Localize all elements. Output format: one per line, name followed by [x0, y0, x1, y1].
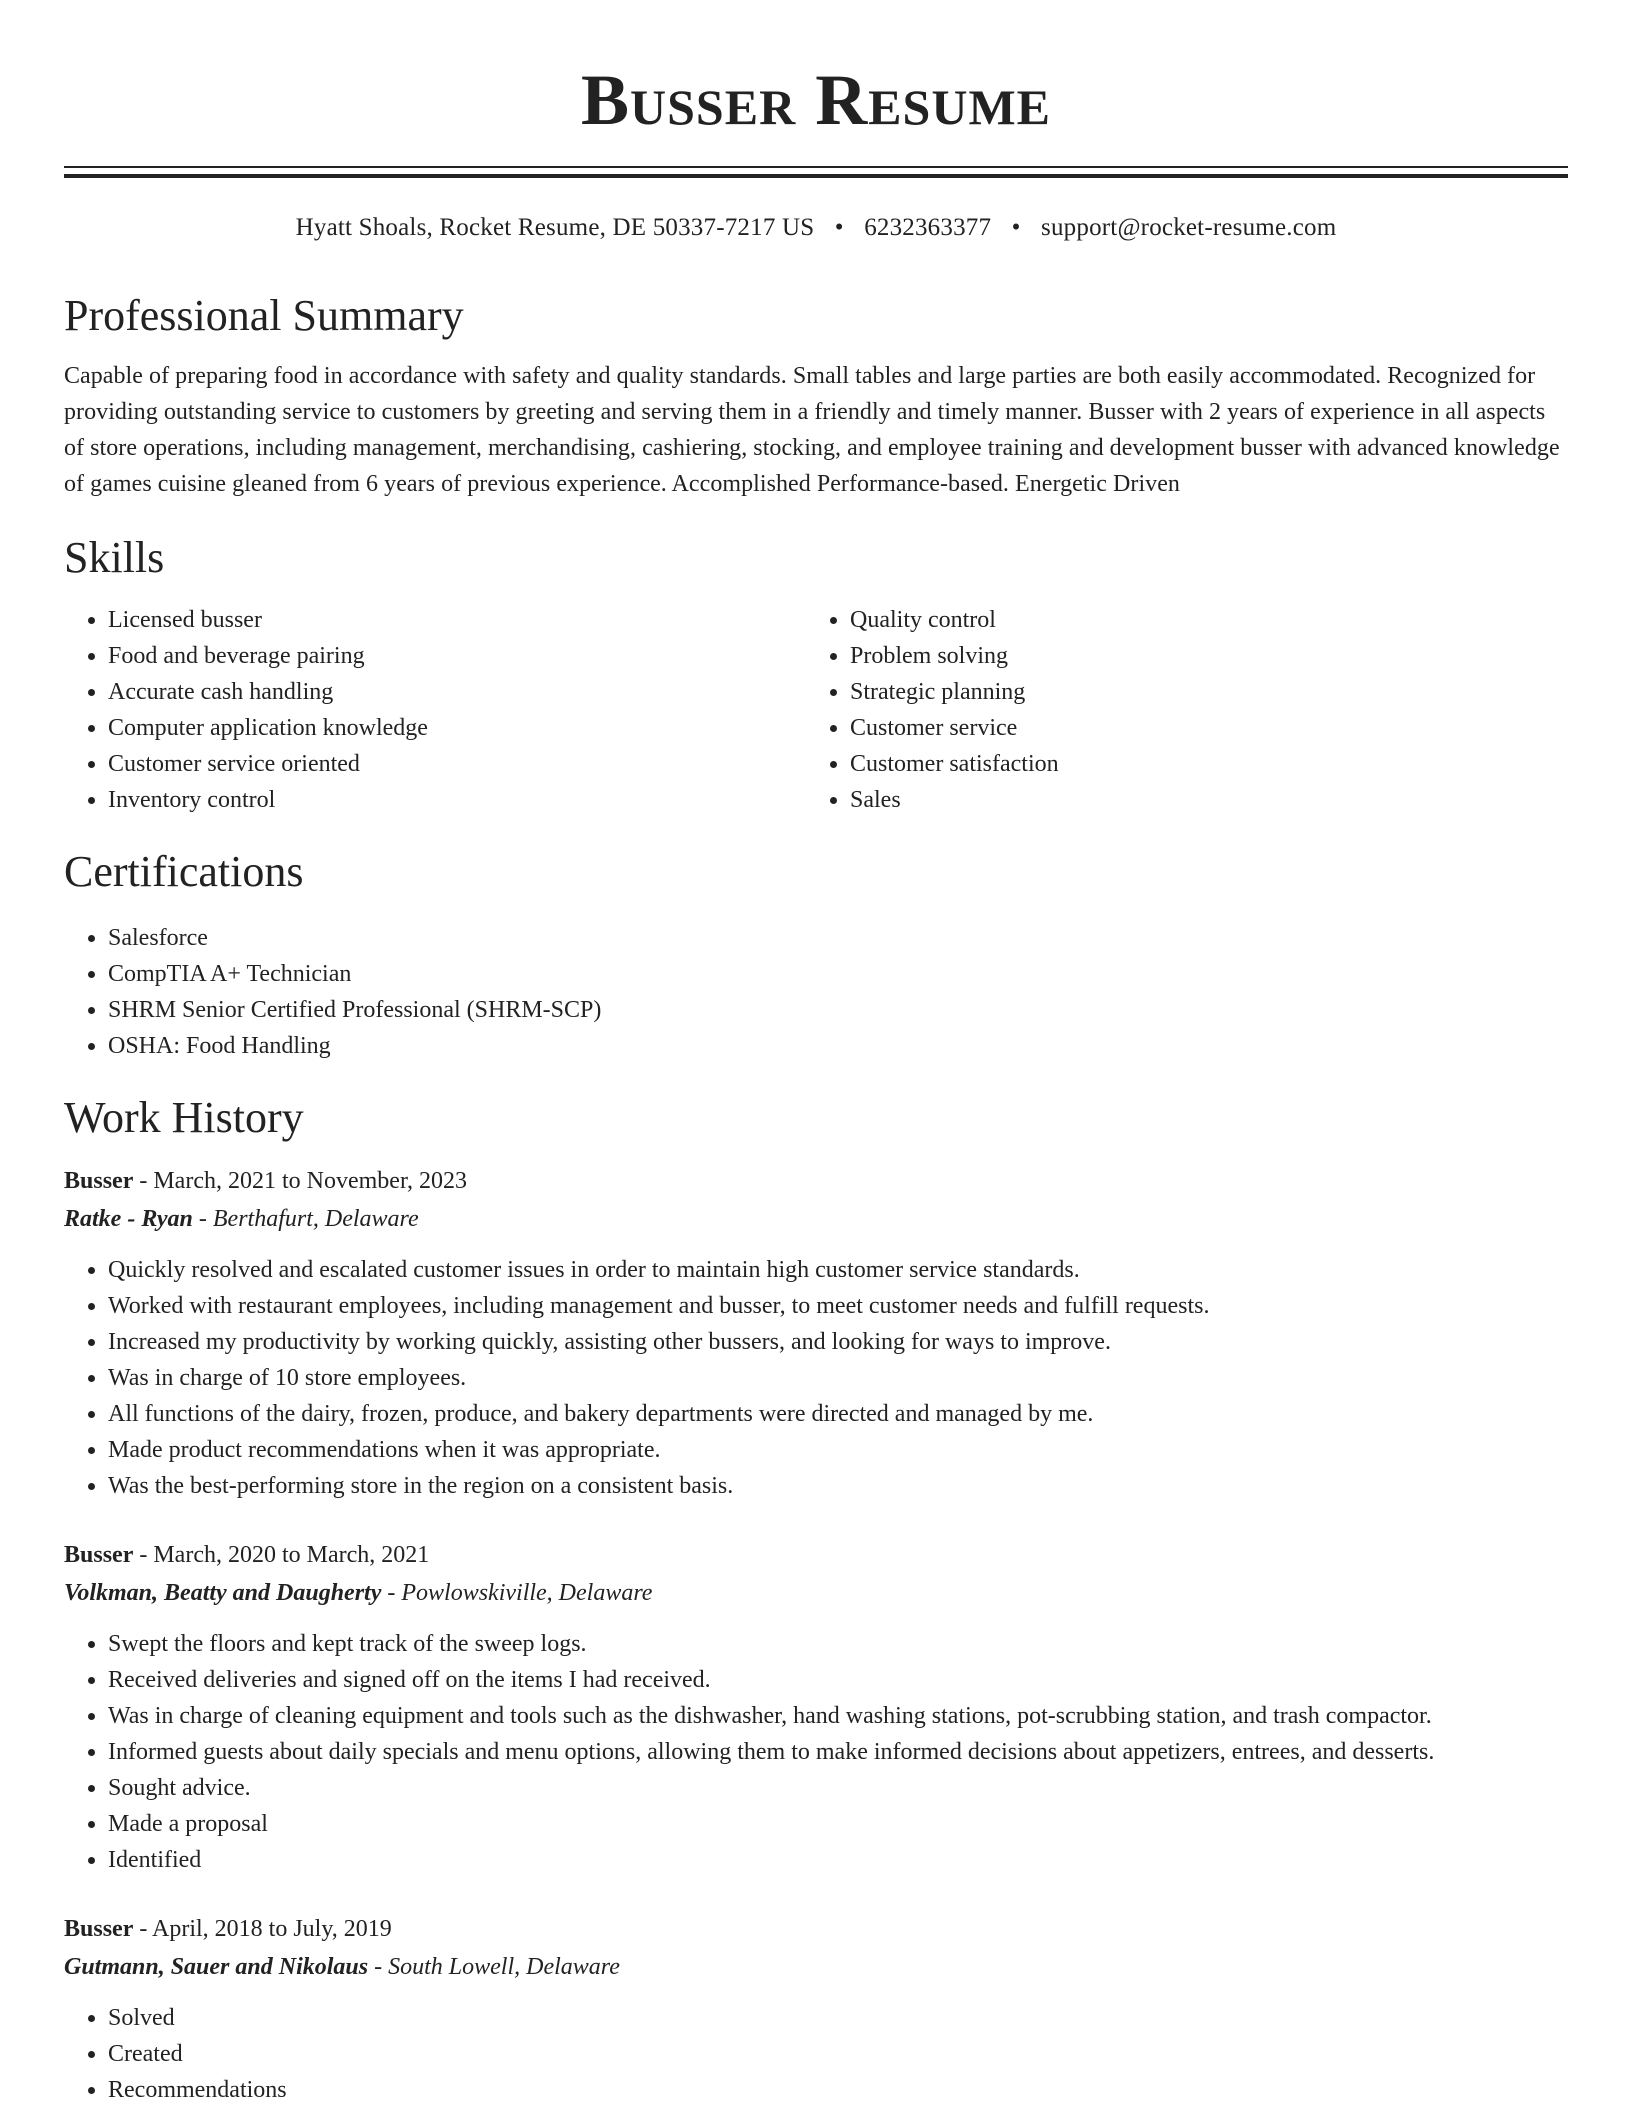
job-bullets: [64, 2000, 1568, 2108]
skills-list-left: [64, 602, 806, 818]
job-bullet: • Made a proposal: [108, 1806, 1568, 1842]
certification-item: • OSHA: Food Handling: [108, 1028, 1568, 1064]
header-divider-thick: [64, 174, 1568, 178]
employer-location: - South Lowell, Delaware: [368, 1954, 620, 1980]
skill-item: • Licensed busser: [108, 602, 806, 638]
job-title-line: [64, 1910, 1568, 1948]
job-bullet: • Quickly resolved and escalated customer issues in order to maintain high customer service standards.: [108, 1252, 1568, 1288]
skill-item: • Customer service oriented: [108, 746, 806, 782]
contact-line: [64, 212, 1568, 244]
skill-item: • Food and beverage pairing: [108, 638, 806, 674]
certification-item: • Salesforce: [108, 920, 1568, 956]
employer-line: [64, 1574, 1568, 1612]
job-role: Busser: [64, 1542, 134, 1568]
job-bullet: • Swept the floors and kept track of the sweep logs.: [108, 1626, 1568, 1662]
certifications-list: [64, 920, 1568, 1064]
skill-item: • Customer service: [850, 710, 1548, 746]
job-entry: [64, 1162, 1568, 1504]
bullet-separator: •: [1011, 214, 1021, 241]
job-dates: - March, 2021 to November, 2023: [133, 1168, 467, 1194]
job-bullet: • Created: [108, 2036, 1568, 2072]
skill-item: • Sales: [850, 782, 1548, 818]
resume-title: Busser Resume: [580, 60, 1051, 140]
job-bullet: • Made product recommendations when it was appropriate.: [108, 1432, 1568, 1468]
certification-item: • CompTIA A+ Technician: [108, 956, 1568, 992]
bullet-separator: •: [834, 214, 844, 241]
job-bullet: • Identified: [108, 1842, 1568, 1878]
contact-address: Hyatt Shoals, Rocket Resume, DE 50337-7217 US: [295, 214, 815, 241]
skill-item: • Problem solving: [850, 638, 1548, 674]
work-history-heading: Work History: [64, 1093, 304, 1142]
job-dates: - April, 2018 to July, 2019: [133, 1916, 392, 1942]
employer-name: Volkman, Beatty and Daugherty: [64, 1580, 382, 1606]
contact-phone: 6232363377: [864, 214, 992, 241]
job-title-line: [64, 1162, 1568, 1200]
certification-item: • SHRM Senior Certified Professional (SHRM-SCP): [108, 992, 1568, 1028]
job-bullet: • Solved: [108, 2000, 1568, 2036]
skill-item: • Customer satisfaction: [850, 746, 1548, 782]
employer-location: - Powlowskiville, Delaware: [381, 1580, 653, 1606]
skills-grid: [64, 602, 1568, 818]
job-bullet: • Worked with restaurant employees, including management and busser, to meet customer needs and fulfill requests.: [108, 1288, 1568, 1324]
header-divider-thin: [64, 166, 1568, 168]
job-bullet: • Was in charge of cleaning equipment and tools such as the dishwasher, hand washing stations, pot-scrubbing station, and trash compactor.: [108, 1698, 1568, 1734]
employer-name: Gutmann, Sauer and Nikolaus: [64, 1954, 369, 1980]
job-bullet: • Received deliveries and signed off on the items I had received.: [108, 1662, 1568, 1698]
job-role: Busser: [64, 1168, 134, 1194]
job-bullets: [64, 1252, 1568, 1504]
job-title-line: [64, 1536, 1568, 1574]
job-bullet: • Recommendations: [108, 2072, 1568, 2108]
skill-item: • Inventory control: [108, 782, 806, 818]
employer-location: - Berthafurt, Delaware: [192, 1206, 419, 1232]
job-entry: [64, 1536, 1568, 1878]
job-bullet: • Was in charge of 10 store employees.: [108, 1360, 1568, 1396]
contact-email: support@rocket-resume.com: [1041, 214, 1337, 241]
summary-text: Capable of preparing food in accordance with safety and quality standards. Small tables and large parties are both easily accommodated. Recognized for providing outstanding service to customers by greeting and serving them in a friendly and timely manner. Busser with 2 years of experience in all aspects of store operations, including management, merchandising, cashiering, stocking, and employee training and development busser with advanced knowledge of games cuisine gleaned from 6 years of previous experience. Accomplished Performance-based. Energetic Driven: [64, 363, 1560, 497]
job-dates: - March, 2020 to March, 2021: [133, 1542, 430, 1568]
skill-item: • Quality control: [850, 602, 1548, 638]
job-bullet: • All functions of the dairy, frozen, produce, and bakery departments were directed and managed by me.: [108, 1396, 1568, 1432]
summary-heading: Professional Summary: [64, 291, 464, 340]
employer-line: [64, 1200, 1568, 1238]
job-bullet: • Sought advice.: [108, 1770, 1568, 1806]
skill-item: • Strategic planning: [850, 674, 1548, 710]
job-bullet: • Increased my productivity by working quickly, assisting other bussers, and looking for ways to improve.: [108, 1324, 1568, 1360]
employer-line: [64, 1948, 1568, 1986]
resume-page: [64, 0, 1568, 2108]
skills-list-right: [806, 602, 1548, 818]
job-bullets: [64, 1626, 1568, 1878]
employer-name: Ratke - Ryan: [64, 1206, 193, 1232]
job-entry: [64, 1910, 1568, 2108]
skill-item: • Accurate cash handling: [108, 674, 806, 710]
skill-item: • Computer application knowledge: [108, 710, 806, 746]
job-bullet: • Was the best-performing store in the region on a consistent basis.: [108, 1468, 1568, 1504]
certifications-heading: Certifications: [64, 847, 304, 896]
job-role: Busser: [64, 1916, 134, 1942]
skills-heading: Skills: [64, 533, 165, 582]
job-bullet: • Informed guests about daily specials and menu options, allowing them to make informed decisions about appetizers, entrees, and desserts.: [108, 1734, 1568, 1770]
